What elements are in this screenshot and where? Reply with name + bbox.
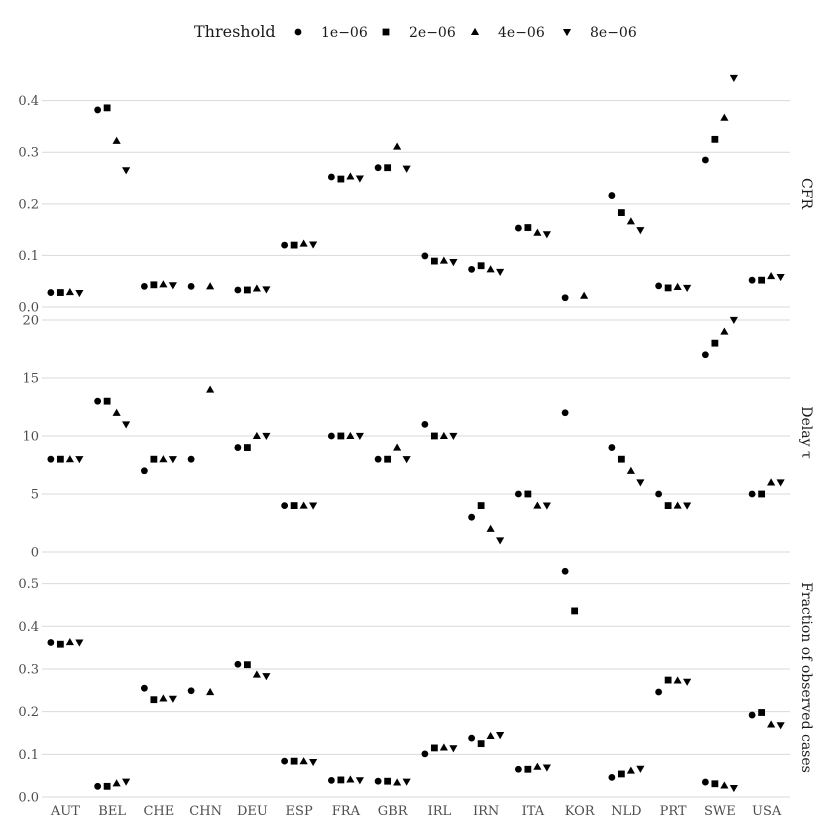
data-point bbox=[655, 491, 662, 498]
data-point bbox=[608, 192, 615, 199]
x-tick-label: IRL bbox=[427, 804, 452, 819]
data-point bbox=[169, 456, 177, 463]
data-point bbox=[608, 444, 615, 451]
data-point bbox=[122, 779, 130, 786]
legend-entry-label: 8e−06 bbox=[590, 25, 637, 41]
data-point bbox=[655, 689, 662, 696]
data-point bbox=[665, 285, 672, 292]
data-point bbox=[356, 433, 364, 440]
x-tick-label: SWE bbox=[703, 804, 736, 819]
legend-entry bbox=[383, 25, 456, 41]
legend-entry bbox=[563, 25, 637, 41]
data-point bbox=[113, 779, 121, 786]
data-point bbox=[618, 209, 625, 216]
data-point bbox=[141, 283, 148, 290]
data-point bbox=[767, 720, 775, 727]
data-point bbox=[141, 685, 148, 692]
y-tick-label: 0.1 bbox=[18, 747, 39, 763]
data-point bbox=[150, 456, 157, 463]
data-point bbox=[309, 759, 317, 766]
data-point bbox=[159, 280, 167, 287]
data-point bbox=[440, 256, 448, 263]
data-point bbox=[113, 137, 121, 144]
data-point bbox=[777, 722, 785, 729]
data-point bbox=[141, 467, 148, 474]
legend-entries bbox=[295, 25, 637, 41]
data-point bbox=[487, 525, 495, 532]
chart-panels bbox=[18, 75, 814, 806]
data-point bbox=[487, 732, 495, 739]
data-point bbox=[636, 227, 644, 234]
data-point bbox=[515, 491, 522, 498]
data-point bbox=[533, 502, 541, 509]
data-point bbox=[281, 758, 288, 765]
data-point bbox=[627, 467, 635, 474]
y-tick-label: 5 bbox=[30, 487, 39, 503]
data-point bbox=[711, 340, 718, 347]
data-point bbox=[244, 661, 251, 668]
legend-entry-label: 4e−06 bbox=[498, 25, 545, 41]
x-tick-label: GBR bbox=[377, 804, 408, 819]
data-point bbox=[122, 167, 130, 174]
data-point bbox=[94, 398, 101, 405]
data-point bbox=[57, 289, 64, 296]
data-point bbox=[421, 253, 428, 260]
data-point bbox=[562, 568, 569, 575]
data-point bbox=[75, 290, 83, 297]
data-point bbox=[421, 421, 428, 428]
data-point bbox=[562, 409, 569, 416]
data-point bbox=[533, 763, 541, 770]
data-point bbox=[328, 433, 335, 440]
data-point bbox=[524, 491, 531, 498]
y-tick-label: 0.4 bbox=[18, 619, 39, 635]
data-point bbox=[356, 777, 364, 784]
data-point bbox=[562, 294, 569, 301]
data-point bbox=[262, 673, 270, 680]
data-point bbox=[515, 225, 522, 232]
legend-entry-label: 2e−06 bbox=[409, 25, 456, 41]
x-tick-label: KOR bbox=[564, 804, 595, 819]
data-point bbox=[94, 783, 101, 790]
data-point bbox=[253, 432, 261, 439]
facet-strip-label: Delay τ bbox=[798, 406, 814, 459]
data-point bbox=[749, 491, 756, 498]
data-point bbox=[393, 778, 401, 785]
data-point bbox=[346, 172, 354, 179]
facet-strip-label: Fraction of observed cases bbox=[798, 582, 814, 773]
data-point bbox=[618, 456, 625, 463]
panel bbox=[22, 313, 814, 560]
x-tick-label: USA bbox=[752, 804, 782, 819]
data-point bbox=[169, 282, 177, 289]
data-point bbox=[375, 778, 382, 785]
data-point bbox=[188, 283, 195, 290]
data-point bbox=[47, 456, 54, 463]
data-point bbox=[253, 670, 261, 677]
legend-entry bbox=[471, 25, 545, 41]
data-point bbox=[346, 432, 354, 439]
data-point bbox=[749, 277, 756, 284]
data-point bbox=[543, 764, 551, 771]
data-point bbox=[524, 766, 531, 773]
data-point bbox=[328, 777, 335, 784]
data-point bbox=[262, 286, 270, 293]
data-point bbox=[384, 164, 391, 171]
x-tick-label: ITA bbox=[521, 804, 545, 819]
data-point bbox=[580, 292, 588, 299]
data-point bbox=[244, 287, 251, 294]
data-point bbox=[730, 785, 738, 792]
data-point bbox=[291, 242, 298, 249]
data-point bbox=[159, 694, 167, 701]
data-point bbox=[337, 176, 344, 183]
data-point bbox=[169, 696, 177, 703]
x-tick-label: NLD bbox=[611, 804, 642, 819]
data-point bbox=[758, 709, 765, 716]
data-point bbox=[636, 479, 644, 486]
data-point bbox=[571, 608, 578, 615]
data-point bbox=[150, 281, 157, 288]
data-point bbox=[431, 258, 438, 265]
data-point bbox=[627, 766, 635, 773]
data-point bbox=[113, 409, 121, 416]
data-point bbox=[524, 224, 531, 231]
data-point bbox=[300, 502, 308, 509]
data-point bbox=[281, 502, 288, 509]
data-point bbox=[543, 231, 551, 238]
data-point bbox=[449, 433, 457, 440]
data-point bbox=[478, 262, 485, 269]
x-tick-label: ESP bbox=[285, 804, 313, 819]
data-point bbox=[777, 274, 785, 281]
data-point bbox=[440, 743, 448, 750]
legend-title: Threshold bbox=[194, 22, 276, 41]
legend-entry-label: 1e−06 bbox=[321, 25, 368, 41]
data-point bbox=[291, 758, 298, 765]
data-point bbox=[515, 766, 522, 773]
data-point bbox=[496, 732, 504, 739]
data-point bbox=[478, 740, 485, 747]
data-point bbox=[206, 282, 214, 289]
data-point bbox=[618, 771, 625, 778]
y-tick-label: 0.1 bbox=[18, 248, 39, 264]
data-point bbox=[431, 433, 438, 440]
data-point bbox=[328, 174, 335, 181]
data-point bbox=[393, 444, 401, 451]
data-point bbox=[496, 269, 504, 276]
data-point bbox=[767, 272, 775, 279]
data-point bbox=[309, 503, 317, 510]
facet-strip-label: CFR bbox=[798, 178, 814, 209]
data-point bbox=[300, 239, 308, 246]
data-point bbox=[665, 502, 672, 509]
data-point bbox=[337, 433, 344, 440]
x-tick-label: PRT bbox=[659, 804, 687, 819]
x-tick-label: CHN bbox=[189, 804, 222, 819]
data-point bbox=[188, 456, 195, 463]
data-point bbox=[244, 444, 251, 451]
data-point bbox=[253, 284, 261, 291]
data-point bbox=[440, 432, 448, 439]
panel bbox=[18, 75, 814, 316]
y-tick-label: 0.3 bbox=[18, 662, 39, 678]
data-point bbox=[75, 639, 83, 646]
data-point bbox=[711, 780, 718, 787]
data-point bbox=[104, 783, 111, 790]
data-point bbox=[730, 317, 738, 324]
y-tick-label: 15 bbox=[22, 371, 39, 387]
data-point bbox=[403, 779, 411, 786]
data-point bbox=[431, 745, 438, 752]
data-point bbox=[57, 641, 64, 648]
data-point bbox=[94, 107, 101, 114]
y-tick-label: 0.5 bbox=[18, 577, 39, 593]
data-point bbox=[300, 757, 308, 764]
data-point bbox=[150, 696, 157, 703]
data-point bbox=[375, 456, 382, 463]
data-point bbox=[496, 537, 504, 544]
data-point bbox=[47, 639, 54, 646]
data-point bbox=[533, 229, 541, 236]
data-point bbox=[393, 142, 401, 149]
y-tick-label: 20 bbox=[22, 313, 39, 329]
data-point bbox=[543, 503, 551, 510]
x-tick-label: AUT bbox=[50, 804, 80, 819]
data-point bbox=[720, 327, 728, 334]
data-point bbox=[384, 778, 391, 785]
data-point bbox=[655, 282, 662, 289]
data-point bbox=[234, 444, 241, 451]
data-point bbox=[281, 242, 288, 249]
y-tick-label: 0 bbox=[30, 545, 39, 561]
data-point bbox=[683, 679, 691, 686]
data-point bbox=[234, 661, 241, 668]
data-point bbox=[159, 455, 167, 462]
data-point bbox=[104, 398, 111, 405]
data-point bbox=[627, 217, 635, 224]
data-point bbox=[403, 166, 411, 173]
data-point bbox=[188, 687, 195, 694]
data-point bbox=[468, 735, 475, 742]
data-point bbox=[777, 479, 785, 486]
legend-key-square bbox=[383, 29, 390, 36]
x-tick-label: FRA bbox=[331, 804, 360, 819]
data-point bbox=[711, 136, 718, 143]
data-point bbox=[384, 456, 391, 463]
y-tick-label: 0.3 bbox=[18, 145, 39, 161]
data-point bbox=[468, 266, 475, 273]
y-tick-label: 0.0 bbox=[18, 790, 39, 806]
data-point bbox=[674, 676, 682, 683]
data-point bbox=[674, 283, 682, 290]
data-point bbox=[122, 421, 130, 428]
data-point bbox=[702, 351, 709, 358]
x-tick-label: CHE bbox=[143, 804, 175, 819]
data-point bbox=[683, 285, 691, 292]
data-point bbox=[665, 677, 672, 684]
data-point bbox=[674, 502, 682, 509]
legend-entry bbox=[295, 25, 368, 41]
data-point bbox=[47, 289, 54, 296]
data-point bbox=[57, 456, 64, 463]
data-point bbox=[66, 288, 74, 295]
data-point bbox=[608, 774, 615, 781]
data-point bbox=[449, 259, 457, 266]
data-point bbox=[206, 688, 214, 695]
data-point bbox=[262, 433, 270, 440]
data-point bbox=[104, 104, 111, 111]
data-point bbox=[758, 277, 765, 284]
data-point bbox=[683, 503, 691, 510]
data-point bbox=[346, 775, 354, 782]
data-point bbox=[66, 455, 74, 462]
y-tick-label: 0.2 bbox=[18, 705, 39, 721]
data-point bbox=[758, 491, 765, 498]
data-point bbox=[206, 385, 214, 392]
data-point bbox=[309, 242, 317, 249]
data-point bbox=[636, 766, 644, 773]
data-point bbox=[375, 164, 382, 171]
data-point bbox=[403, 456, 411, 463]
data-point bbox=[468, 514, 475, 521]
panel bbox=[18, 568, 814, 806]
x-tick-label: IRN bbox=[472, 804, 500, 819]
legend-key-circle bbox=[295, 29, 302, 36]
x-tick-label: DEU bbox=[236, 804, 268, 819]
data-point bbox=[730, 75, 738, 82]
data-point bbox=[66, 638, 74, 645]
data-point bbox=[702, 779, 709, 786]
data-point bbox=[720, 781, 728, 788]
data-point bbox=[720, 114, 728, 121]
data-point bbox=[421, 750, 428, 757]
data-point bbox=[291, 502, 298, 509]
data-point bbox=[702, 157, 709, 164]
data-point bbox=[749, 712, 756, 719]
data-point bbox=[337, 777, 344, 784]
x-axis bbox=[50, 804, 782, 819]
data-point bbox=[356, 175, 364, 182]
data-point bbox=[487, 265, 495, 272]
data-point bbox=[449, 745, 457, 752]
legend-key-triangle-down bbox=[563, 29, 571, 36]
data-point bbox=[767, 478, 775, 485]
x-tick-label: BEL bbox=[98, 804, 126, 819]
y-tick-label: 0.4 bbox=[18, 94, 39, 110]
y-tick-label: 10 bbox=[22, 429, 39, 445]
y-tick-label: 0.0 bbox=[18, 300, 39, 316]
legend-key-triangle-up bbox=[471, 28, 479, 35]
data-point bbox=[234, 287, 241, 294]
legend bbox=[194, 22, 637, 41]
data-point bbox=[478, 502, 485, 509]
y-tick-label: 0.2 bbox=[18, 197, 39, 213]
data-point bbox=[75, 456, 83, 463]
